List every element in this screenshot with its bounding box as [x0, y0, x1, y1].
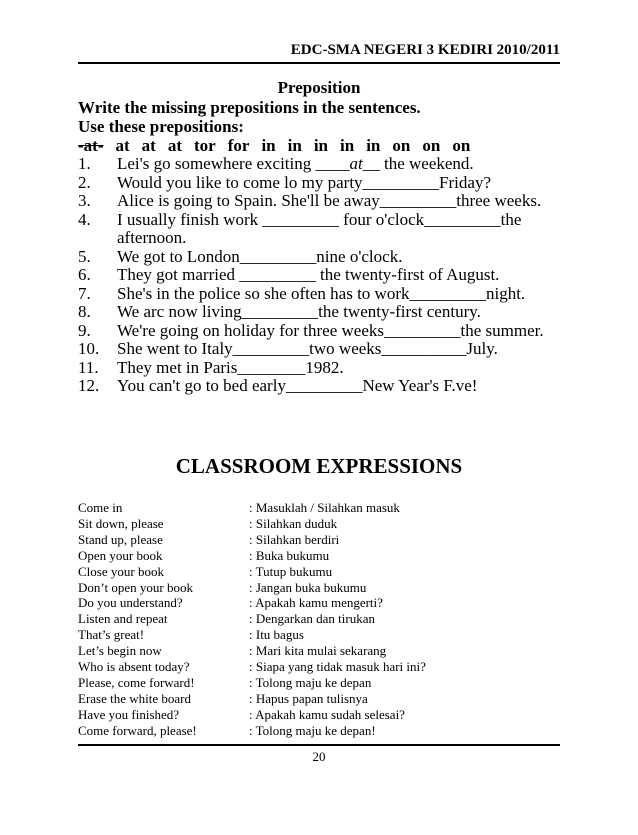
preposition-word: at — [167, 136, 182, 155]
sentence-item — [78, 340, 558, 359]
preposition-word-list — [78, 136, 482, 156]
expression-indonesian: : Silahkan berdiri — [249, 531, 340, 547]
expression-english: That’s great! — [78, 627, 145, 643]
expression-english: Let’s begin now — [78, 643, 162, 659]
sentence-text: I usually finish work _________ four o'clock_________the afternoon. — [117, 209, 522, 247]
preposition-word: on — [452, 136, 471, 155]
sentence-number: 9. — [78, 320, 91, 340]
expression-indonesian: : Masuklah / Silahkan masuk — [249, 500, 400, 515]
expression-indonesian: : Itu bagus — [249, 627, 304, 643]
expression-row — [78, 643, 578, 659]
preposition-word: in — [366, 136, 381, 155]
sentence-fragment: Lei's go somewhere exciting — [117, 154, 316, 173]
sentence-item — [78, 285, 558, 304]
instruction-line-2: Use these prepositions: — [78, 117, 244, 136]
sentence-item — [78, 266, 558, 285]
preposition-word: for — [227, 136, 250, 155]
expression-english: Open your book — [78, 547, 163, 563]
expression-english: Erase the white board — [78, 690, 191, 706]
sentence-item — [78, 303, 558, 322]
sentence-item — [78, 322, 558, 341]
expression-english: Come in — [78, 500, 123, 515]
page-header — [78, 38, 560, 64]
expression-row — [78, 675, 578, 691]
expressions-title: CLASSROOM EXPRESSIONS — [175, 454, 463, 478]
expression-indonesian: : Apakah kamu sudah selesai? — [249, 706, 405, 722]
expression-row — [78, 659, 578, 675]
preposition-word: in — [340, 136, 355, 155]
expression-english: Close your book — [78, 563, 164, 579]
expression-row — [78, 691, 578, 707]
expression-row — [78, 564, 578, 580]
sentence-text: They got married _________ the twenty-first of August. — [117, 265, 500, 284]
preposition-word: on — [422, 136, 441, 155]
sentence-number: 7. — [78, 283, 91, 303]
preposition-word: at — [115, 136, 130, 155]
page-title: Preposition — [277, 78, 361, 97]
page-number: 20 — [312, 749, 326, 764]
sentence-fragment: ____ — [315, 154, 350, 173]
expression-row — [78, 595, 578, 611]
expression-indonesian: : Buka bukumu — [249, 547, 330, 563]
expression-english: Please, come forward! — [78, 674, 195, 690]
sentence-number: 4. — [78, 209, 91, 229]
expression-english: Have you finished? — [78, 706, 180, 722]
sentence-number: 8. — [78, 302, 91, 321]
sentence-text: They met in Paris________1982. — [117, 357, 344, 377]
expression-row — [78, 548, 578, 564]
expression-row — [78, 580, 578, 596]
sentence-number: 5. — [78, 246, 91, 266]
expression-indonesian: : Apakah kamu mengerti? — [249, 595, 383, 611]
sentence-text: We got to London_________nine o'clock. — [117, 246, 403, 266]
sentence-number: 1. — [78, 154, 91, 173]
expression-indonesian: : Tutup bukumu — [249, 563, 333, 579]
expression-indonesian: : Tolong maju ke depan! — [249, 722, 376, 738]
sentence-number: 6. — [78, 265, 91, 284]
preposition-word: tor — [194, 136, 216, 155]
expression-english: Who is absent today? — [78, 659, 190, 675]
preposition-word: in — [313, 136, 328, 155]
expression-english: Don’t open your book — [78, 579, 193, 595]
expression-indonesian: : Silahkan duduk — [249, 515, 338, 531]
expression-english: Listen and repeat — [78, 611, 168, 627]
sentence-text: Alice is going to Spain. She'll be away_________three weeks. — [117, 191, 542, 210]
sentence-item — [78, 192, 558, 211]
sentence-number: 2. — [78, 172, 91, 192]
sentence-fragment: __ the weekend. — [362, 154, 474, 173]
sentence-number: 12. — [78, 376, 100, 395]
expression-indonesian: : Siapa yang tidak masuk hari ini? — [249, 659, 426, 675]
preposition-word: in — [287, 136, 302, 155]
sentence-text: You can't go to bed early_________New Year's F.ve! — [117, 376, 478, 395]
sentence-item — [78, 359, 558, 378]
sentence-text: We arc now living_________the twenty-first century. — [117, 302, 481, 321]
expression-row — [78, 500, 578, 516]
expression-indonesian: : Jangan buka bukumu — [249, 579, 367, 595]
instruction-line-1: Write the missing prepositions in the sentences. — [78, 98, 421, 117]
expression-row — [78, 723, 578, 739]
sentence-text: She went to Italy_________two weeks__________July. — [117, 339, 498, 358]
expression-indonesian: : Dengarkan dan tirukan — [249, 611, 375, 627]
sentence-item — [78, 174, 558, 193]
footer-divider — [78, 744, 560, 746]
sentence-text: Would you like to come lo my party_________Friday? — [117, 172, 491, 192]
expression-row — [78, 707, 578, 723]
expression-indonesian: : Tolong maju ke depan — [249, 674, 372, 690]
sentence-text — [117, 155, 558, 174]
preposition-word: on — [392, 136, 411, 155]
header-text: EDC-SMA NEGERI 3 KEDIRI 2010/2011 — [290, 42, 560, 58]
expression-english: Do you understand? — [78, 595, 183, 611]
sentence-item — [78, 248, 558, 267]
expression-row — [78, 532, 578, 548]
sentence-item — [78, 211, 558, 248]
sentence-list — [78, 155, 558, 396]
sentence-item — [78, 155, 558, 174]
sentence-item — [78, 377, 558, 396]
expression-row — [78, 627, 578, 643]
expression-list — [78, 500, 578, 739]
expression-row — [78, 611, 578, 627]
sentence-text: She's in the police so she often has to work_________night. — [117, 283, 526, 303]
expression-english: Come forward, please! — [78, 722, 197, 738]
sentence-number: 3. — [78, 191, 91, 210]
expression-indonesian: : Mari kita mulai sekarang — [249, 643, 387, 659]
preposition-word: at — [141, 136, 156, 155]
expression-indonesian: : Hapus papan tulisnya — [249, 690, 368, 706]
preposition-word: in — [261, 136, 276, 155]
sentence-text: We're going on holiday for three weeks_________the summer. — [117, 320, 544, 340]
expression-row — [78, 516, 578, 532]
sentence-number: 11. — [78, 357, 99, 377]
preposition-word: -at- — [78, 136, 104, 155]
sentence-number: 10. — [78, 339, 100, 358]
expression-english: Sit down, please — [78, 515, 164, 531]
expression-english: Stand up, please — [78, 531, 163, 547]
filled-answer: at — [349, 154, 363, 173]
